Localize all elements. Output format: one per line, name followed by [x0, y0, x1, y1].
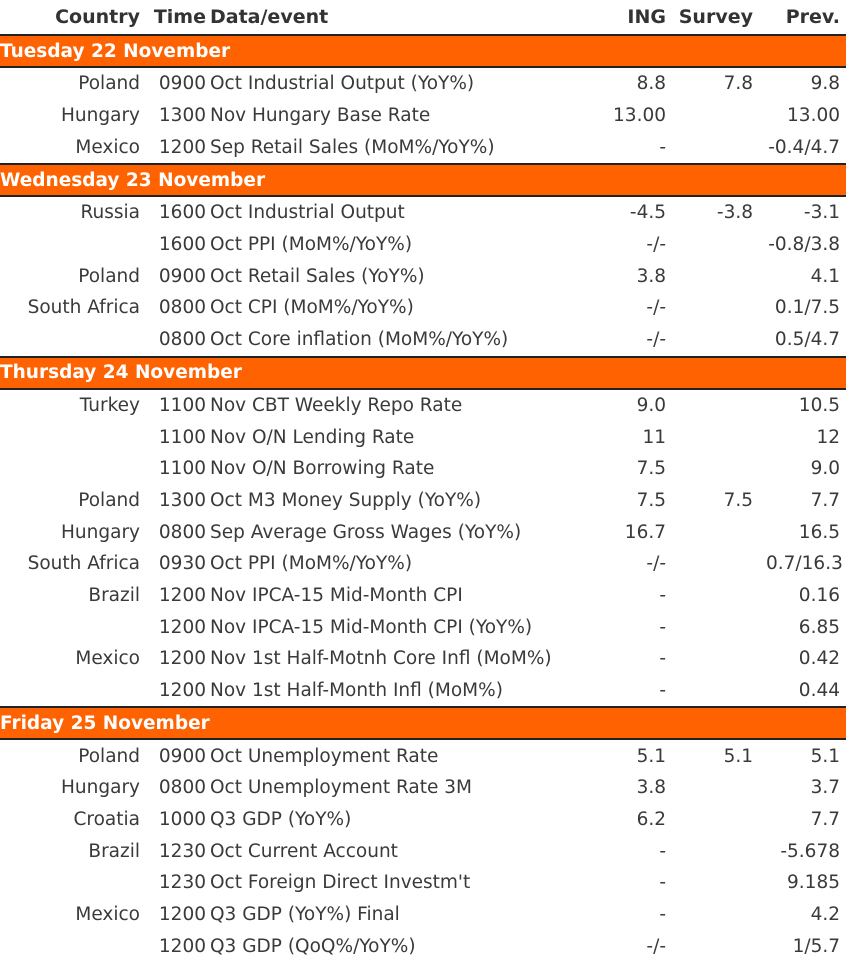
event-cell: Q3 GDP (QoQ%/YoY%) [206, 931, 588, 962]
previous-value-cell: 0.42 [766, 643, 846, 675]
event-cell: Oct CPI (MoM%/YoY%) [206, 292, 588, 324]
survey-cell: 5.1 [670, 739, 766, 772]
event-cell: Oct Unemployment Rate 3M [206, 772, 588, 804]
event-cell: Nov IPCA-15 Mid-Month CPI [206, 580, 588, 612]
event-cell: Oct Foreign Direct Investm't [206, 867, 588, 899]
country-cell: Mexico [0, 131, 140, 164]
previous-value-cell: 9.8 [766, 67, 846, 100]
table-row [0, 229, 846, 261]
table-row [0, 260, 846, 292]
time-cell: 0900 [140, 260, 206, 292]
event-cell: Nov CBT Weekly Repo Rate [206, 389, 588, 422]
previous-value-cell: 4.1 [766, 260, 846, 292]
country-cell: Russia [0, 196, 140, 229]
previous-value-cell: -5.678 [766, 835, 846, 867]
previous-value-cell: 9.0 [766, 453, 846, 485]
table-row [0, 611, 846, 643]
time-cell: 1230 [140, 867, 206, 899]
country-cell: Brazil [0, 580, 140, 612]
country-cell: Hungary [0, 100, 140, 132]
time-cell: 0800 [140, 292, 206, 324]
table-row [0, 867, 846, 899]
event-cell: Q3 GDP (YoY%) Final [206, 899, 588, 931]
ing-forecast-cell: 3.8 [588, 772, 670, 804]
event-cell: Sep Average Gross Wages (YoY%) [206, 516, 588, 548]
country-cell: Poland [0, 485, 140, 517]
country-cell: Hungary [0, 516, 140, 548]
survey-cell: 7.8 [670, 67, 766, 100]
survey-cell [670, 421, 766, 453]
ing-forecast-cell: 5.1 [588, 739, 670, 772]
ing-forecast-cell: - [588, 643, 670, 675]
country-cell: Hungary [0, 772, 140, 804]
event-cell: Oct Core inflation (MoM%/YoY%) [206, 324, 588, 357]
previous-value-cell: 0.5/4.7 [766, 324, 846, 357]
country-cell: Poland [0, 739, 140, 772]
ing-forecast-cell: - [588, 899, 670, 931]
survey-cell [670, 548, 766, 580]
survey-cell [670, 835, 766, 867]
country-cell [0, 867, 140, 899]
event-cell: Nov Hungary Base Rate [206, 100, 588, 132]
country-cell [0, 453, 140, 485]
day-header-row [0, 35, 846, 67]
survey-cell [670, 516, 766, 548]
time-cell: 1200 [140, 675, 206, 708]
ing-forecast-cell: -/- [588, 548, 670, 580]
survey-cell [670, 453, 766, 485]
ing-forecast-cell: - [588, 611, 670, 643]
country-cell [0, 675, 140, 708]
ing-forecast-cell: 11 [588, 421, 670, 453]
survey-cell [670, 131, 766, 164]
ing-column-header: ING [588, 0, 670, 35]
country-cell [0, 229, 140, 261]
ing-forecast-cell: - [588, 131, 670, 164]
table-row [0, 899, 846, 931]
previous-value-cell: 10.5 [766, 389, 846, 422]
time-cell: 0800 [140, 772, 206, 804]
time-cell: 1200 [140, 931, 206, 962]
ing-forecast-cell: -4.5 [588, 196, 670, 229]
event-cell: Oct M3 Money Supply (YoY%) [206, 485, 588, 517]
table-row [0, 675, 846, 708]
ing-forecast-cell: - [588, 580, 670, 612]
time-cell: 0930 [140, 548, 206, 580]
ing-forecast-cell: - [588, 675, 670, 708]
survey-column-header: Survey [670, 0, 766, 35]
survey-cell [670, 675, 766, 708]
table-row [0, 453, 846, 485]
country-cell: South Africa [0, 548, 140, 580]
survey-cell [670, 292, 766, 324]
previous-value-cell: -0.4/4.7 [766, 131, 846, 164]
survey-cell [670, 611, 766, 643]
table-row [0, 485, 846, 517]
survey-cell: -3.8 [670, 196, 766, 229]
ing-forecast-cell: 7.5 [588, 485, 670, 517]
previous-value-cell: 0.1/7.5 [766, 292, 846, 324]
time-cell: 1300 [140, 485, 206, 517]
ing-forecast-cell: - [588, 867, 670, 899]
event-cell: Oct PPI (MoM%/YoY%) [206, 229, 588, 261]
previous-value-cell: 12 [766, 421, 846, 453]
time-cell: 1200 [140, 131, 206, 164]
ing-forecast-cell: 9.0 [588, 389, 670, 422]
event-cell: Nov 1st Half-Month Infl (MoM%) [206, 675, 588, 708]
ing-forecast-cell: -/- [588, 229, 670, 261]
time-cell: 1200 [140, 611, 206, 643]
survey-cell [670, 867, 766, 899]
calendar-body [0, 35, 846, 962]
previous-value-cell: 0.16 [766, 580, 846, 612]
time-cell: 0900 [140, 67, 206, 100]
table-row [0, 804, 846, 836]
country-cell [0, 324, 140, 357]
ing-forecast-cell: 3.8 [588, 260, 670, 292]
table-row [0, 772, 846, 804]
country-cell: Poland [0, 260, 140, 292]
table-row [0, 548, 846, 580]
table-row [0, 196, 846, 229]
survey-cell [670, 643, 766, 675]
day-label: Thursday 24 November [0, 357, 846, 389]
table-row [0, 516, 846, 548]
previous-value-cell: 0.44 [766, 675, 846, 708]
survey-cell [670, 804, 766, 836]
time-cell: 1300 [140, 100, 206, 132]
previous-value-cell: 9.185 [766, 867, 846, 899]
table-row [0, 739, 846, 772]
survey-cell [670, 260, 766, 292]
survey-cell [670, 931, 766, 962]
country-cell: Mexico [0, 643, 140, 675]
event-cell: Oct Unemployment Rate [206, 739, 588, 772]
previous-value-cell: 1/5.7 [766, 931, 846, 962]
event-cell: Oct Current Account [206, 835, 588, 867]
table-row [0, 324, 846, 357]
country-column-header: Country [0, 0, 140, 35]
event-cell: Oct Industrial Output (YoY%) [206, 67, 588, 100]
country-cell [0, 931, 140, 962]
ing-forecast-cell: -/- [588, 931, 670, 962]
time-cell: 1100 [140, 453, 206, 485]
event-cell: Q3 GDP (YoY%) [206, 804, 588, 836]
time-cell: 0800 [140, 516, 206, 548]
ing-forecast-cell: -/- [588, 324, 670, 357]
time-cell: 1200 [140, 643, 206, 675]
event-cell: Nov 1st Half-Motnh Core Infl (MoM%) [206, 643, 588, 675]
table-row [0, 421, 846, 453]
previous-value-cell: 6.85 [766, 611, 846, 643]
ing-forecast-cell: -/- [588, 292, 670, 324]
country-cell [0, 611, 140, 643]
ing-forecast-cell: 16.7 [588, 516, 670, 548]
country-cell: South Africa [0, 292, 140, 324]
country-cell [0, 421, 140, 453]
event-cell: Oct Retail Sales (YoY%) [206, 260, 588, 292]
survey-cell [670, 100, 766, 132]
country-cell: Poland [0, 67, 140, 100]
survey-cell [670, 229, 766, 261]
survey-cell [670, 324, 766, 357]
time-cell: 1000 [140, 804, 206, 836]
event-cell: Nov O/N Lending Rate [206, 421, 588, 453]
table-row [0, 580, 846, 612]
table-row [0, 131, 846, 164]
prev-column-header: Prev. [766, 0, 846, 35]
ing-forecast-cell: - [588, 835, 670, 867]
time-cell: 1600 [140, 229, 206, 261]
table-row [0, 835, 846, 867]
time-cell: 1100 [140, 421, 206, 453]
previous-value-cell: 5.1 [766, 739, 846, 772]
day-header-row [0, 357, 846, 389]
event-cell: Nov IPCA-15 Mid-Month CPI (YoY%) [206, 611, 588, 643]
time-cell: 0900 [140, 739, 206, 772]
survey-cell [670, 772, 766, 804]
previous-value-cell: 13.00 [766, 100, 846, 132]
time-column-header: Time [140, 0, 206, 35]
day-label: Tuesday 22 November [0, 35, 846, 67]
table-row [0, 389, 846, 422]
event-cell: Oct PPI (MoM%/YoY%) [206, 548, 588, 580]
ing-forecast-cell: 6.2 [588, 804, 670, 836]
time-cell: 1200 [140, 580, 206, 612]
survey-cell: 7.5 [670, 485, 766, 517]
time-cell: 1600 [140, 196, 206, 229]
event-column-header: Data/event [206, 0, 588, 35]
day-label: Friday 25 November [0, 707, 846, 739]
table-row [0, 643, 846, 675]
table-row [0, 292, 846, 324]
survey-cell [670, 580, 766, 612]
day-header-row [0, 707, 846, 739]
previous-value-cell: 0.7/16.3 [766, 548, 846, 580]
ing-forecast-cell: 7.5 [588, 453, 670, 485]
previous-value-cell: -3.1 [766, 196, 846, 229]
event-cell: Nov O/N Borrowing Rate [206, 453, 588, 485]
country-cell: Brazil [0, 835, 140, 867]
time-cell: 1200 [140, 899, 206, 931]
previous-value-cell: 7.7 [766, 485, 846, 517]
day-label: Wednesday 23 November [0, 164, 846, 196]
previous-value-cell: 16.5 [766, 516, 846, 548]
survey-cell [670, 899, 766, 931]
header-row [0, 0, 846, 35]
country-cell: Turkey [0, 389, 140, 422]
table-row [0, 67, 846, 100]
event-cell: Sep Retail Sales (MoM%/YoY%) [206, 131, 588, 164]
time-cell: 1230 [140, 835, 206, 867]
ing-forecast-cell: 13.00 [588, 100, 670, 132]
day-header-row [0, 164, 846, 196]
table-row [0, 100, 846, 132]
time-cell: 0800 [140, 324, 206, 357]
previous-value-cell: 3.7 [766, 772, 846, 804]
ing-forecast-cell: 8.8 [588, 67, 670, 100]
previous-value-cell: 7.7 [766, 804, 846, 836]
survey-cell [670, 389, 766, 422]
previous-value-cell: -0.8/3.8 [766, 229, 846, 261]
country-cell: Croatia [0, 804, 140, 836]
event-cell: Oct Industrial Output [206, 196, 588, 229]
country-cell: Mexico [0, 899, 140, 931]
time-cell: 1100 [140, 389, 206, 422]
table-row [0, 931, 846, 962]
previous-value-cell: 4.2 [766, 899, 846, 931]
